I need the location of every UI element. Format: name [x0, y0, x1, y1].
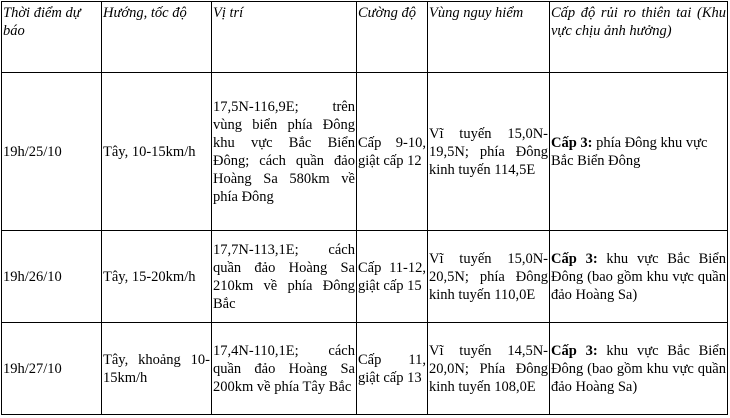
cell-direction: Tây, 10-15km/h [102, 73, 212, 231]
cell-intensity: Cấp 11, giật cấp 13 [357, 323, 428, 415]
cell-risk-level [550, 73, 728, 231]
cell-position: 17,7N-113,1E; cách quần đảo Hoàng Sa 210km về phía Đông Bắc [212, 231, 357, 323]
cell-risk-level [550, 231, 728, 323]
cell-position: 17,4N-110,1E; cách quần đảo Hoàng Sa 200km về phía Tây Bắc [212, 323, 357, 415]
cell-intensity: Cấp 9-10, giật cấp 12 [357, 73, 428, 231]
cell-danger-zone: Vĩ tuyến 15,0N-19,5N; phía Đông kinh tuyến 114,5E [428, 73, 550, 231]
risk-level-text: khu vực Bắc Biển Đông (bao gồm khu vực quần đảo Hoàng Sa) [551, 342, 726, 395]
header-direction: Hướng, tốc độ [102, 2, 212, 73]
storm-forecast-table [1, 1, 728, 415]
header-time: Thời điểm dự báo [2, 2, 102, 73]
cell-danger-zone: Vĩ tuyến 15,0N-20,5N; phía Đông kinh tuyến 110,0E [428, 231, 550, 323]
table-row [2, 323, 728, 415]
cell-intensity: Cấp 11-12, giật cấp 15 [357, 231, 428, 323]
cell-time: 19h/25/10 [2, 73, 102, 231]
table-row [2, 73, 728, 231]
header-position: Vị trí [212, 2, 357, 73]
risk-level-text: khu vực Bắc Biển Đông (bao gồm khu vực quần đảo Hoàng Sa) [551, 250, 726, 303]
risk-level-label: Cấp 3: [551, 134, 593, 151]
cell-direction: Tây, 15-20km/h [102, 231, 212, 323]
cell-position: 17,5N-116,9E; trên vùng biển phía Đông khu vực Bắc Biển Đông; cách quần đảo Hoàng Sa 580km về phía Đông [212, 73, 357, 231]
cell-time: 19h/26/10 [2, 231, 102, 323]
header-intensity: Cường độ [357, 2, 428, 73]
header-danger-zone: Vùng nguy hiểm [428, 2, 550, 73]
header-row [2, 2, 728, 73]
cell-time: 19h/27/10 [2, 323, 102, 415]
cell-risk-level [550, 323, 728, 415]
cell-direction: Tây, khoảng 10-15km/h [102, 323, 212, 415]
cell-danger-zone: Vĩ tuyến 14,5N-20,0N; Phía Đông kinh tuyến 108,0E [428, 323, 550, 415]
table-row [2, 231, 728, 323]
risk-level-text: phía Đông khu vực Bắc Biển Đông [551, 134, 708, 169]
risk-level-label: Cấp 3: [551, 250, 598, 267]
risk-level-label: Cấp 3: [551, 342, 598, 359]
header-risk-level: Cấp độ rủi ro thiên tai (Khu vực chịu ảnh hưởng) [550, 2, 728, 73]
